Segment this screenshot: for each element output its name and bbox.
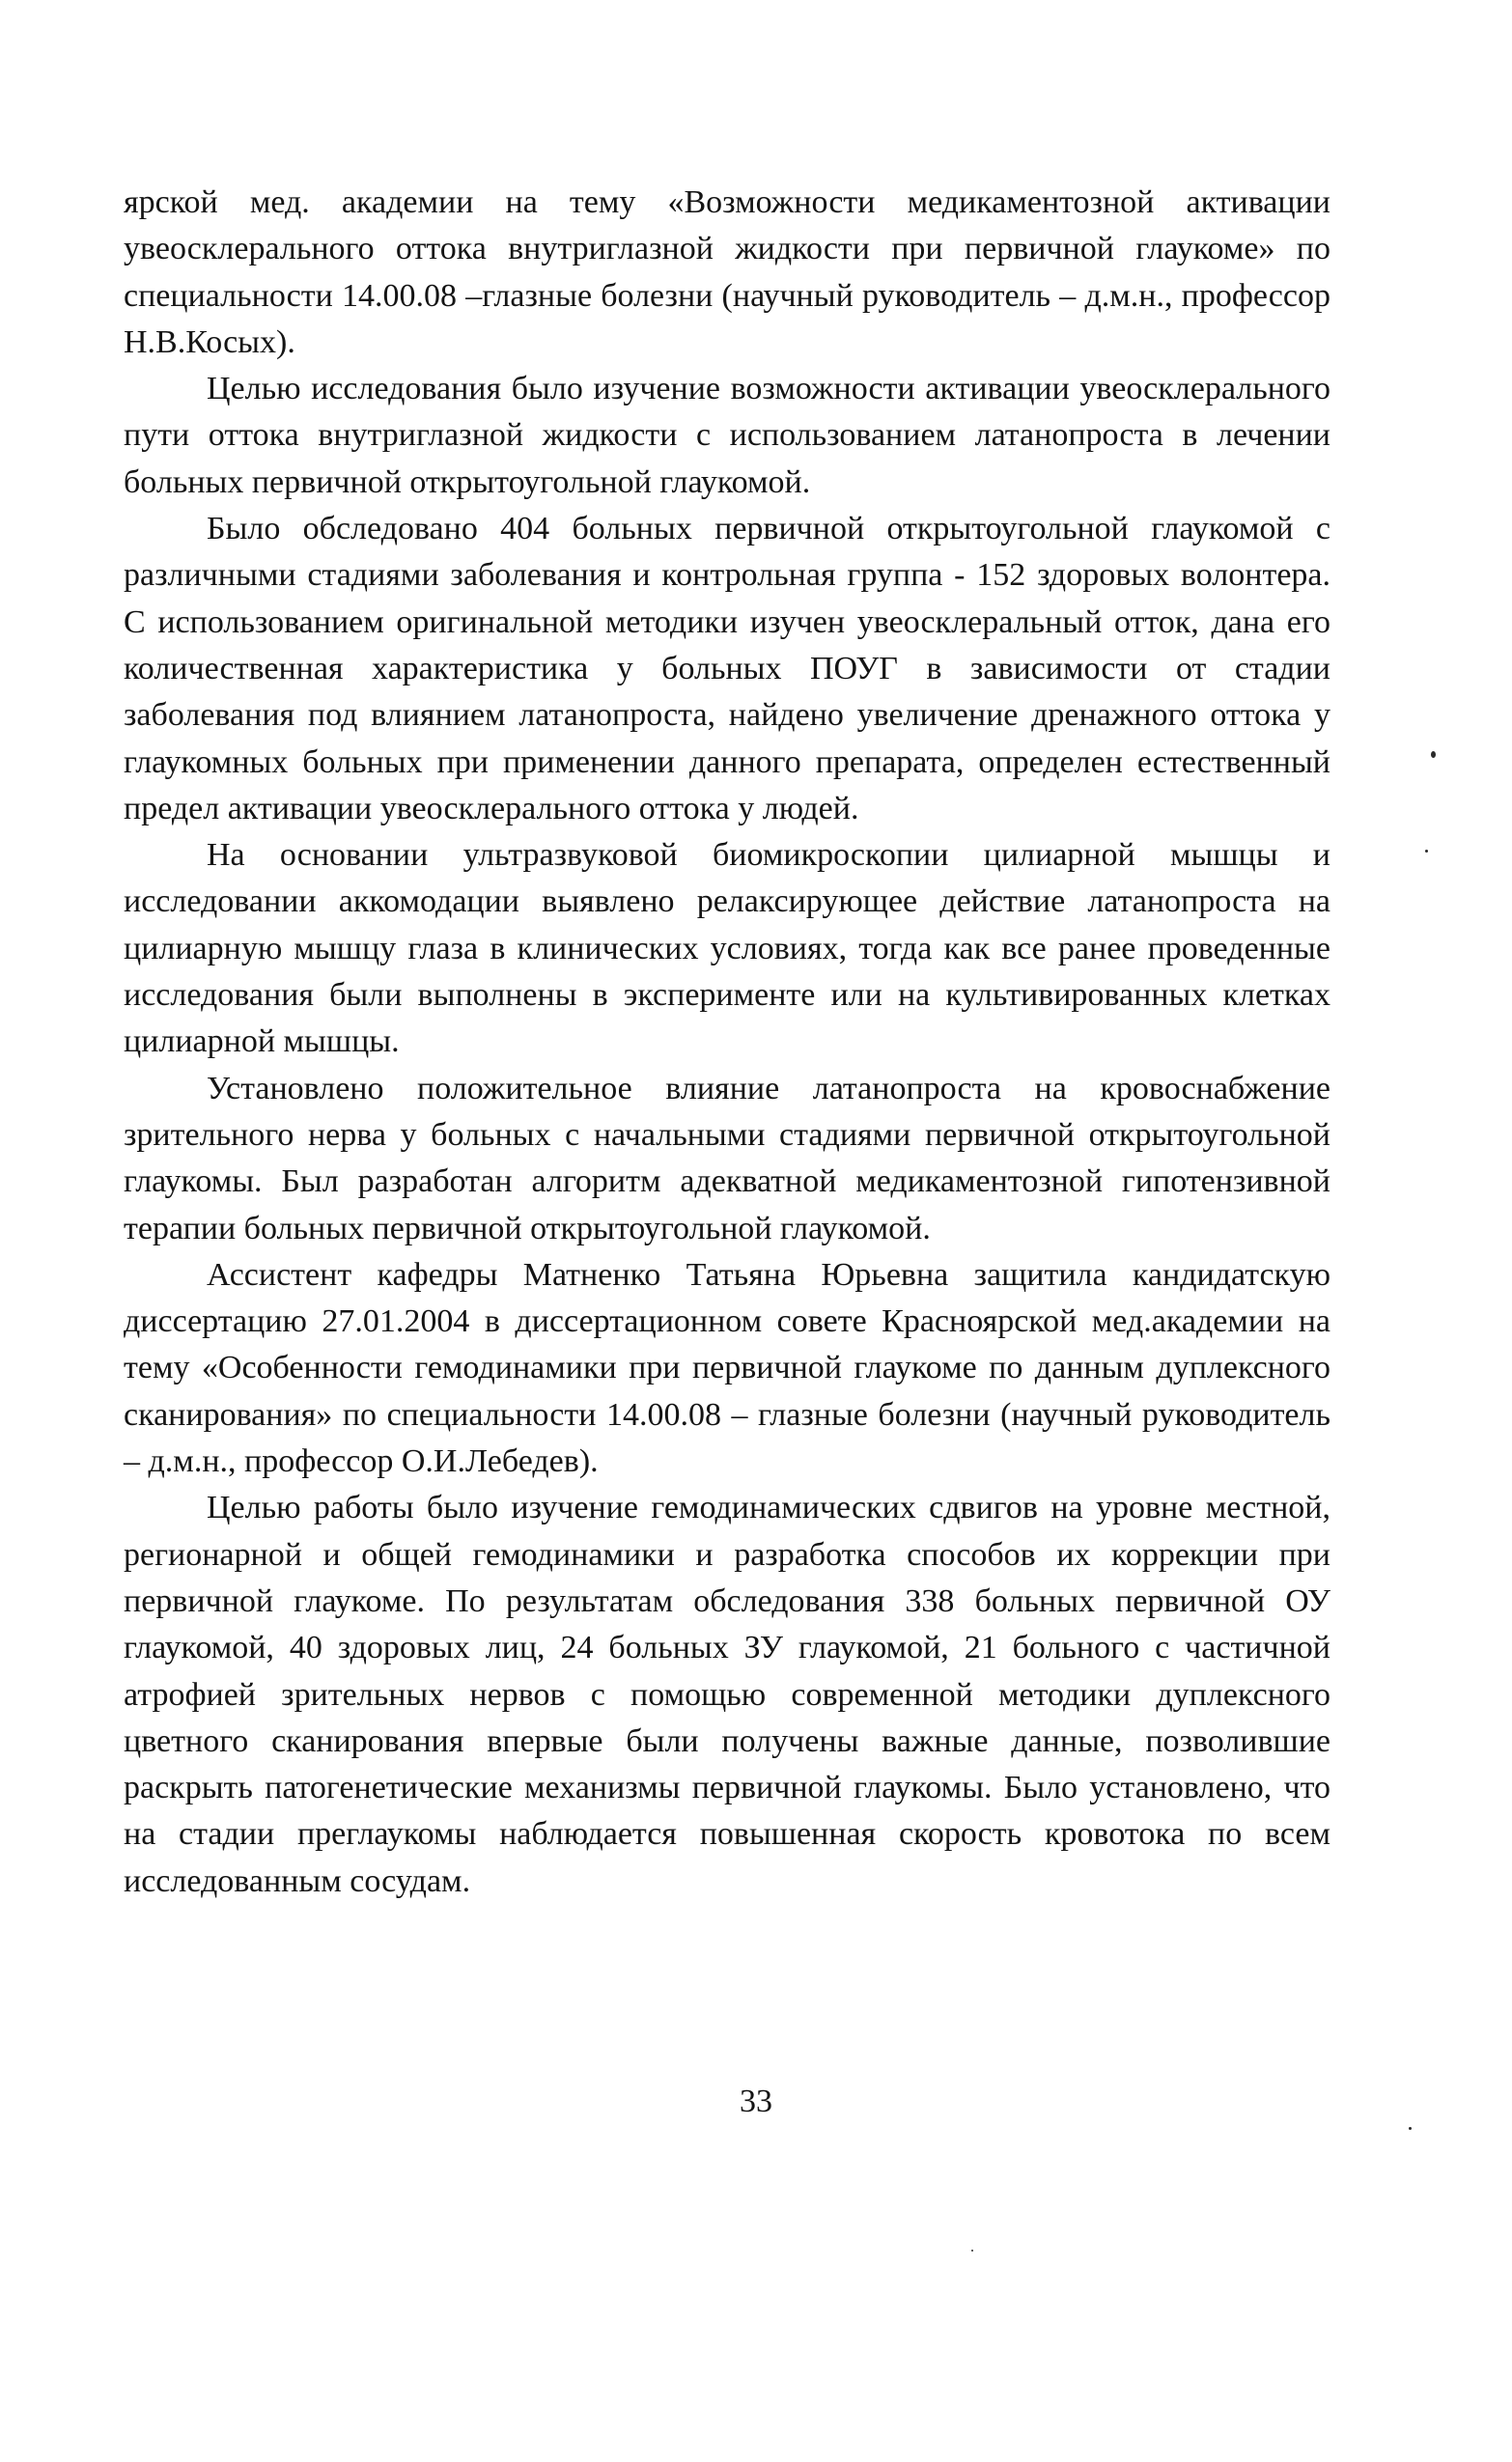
paragraph-2: Целью исследования было изучение возможности активации увеосклерального пути оттока внутриглазной жидкости с использованием латанопроста в лечении больных первичной открытоугольной глаукомой.: [124, 371, 1330, 500]
paragraph-5: Установлено положительное влияние латанопроста на кровоснабжение зрительного нерва у больных с начальными стадиями первичной открытоугольной глаукомы. Был разработан алгоритм адекватной медикаментозной гипотензивной терапии больных первичной открытоугольной глаукомой.: [124, 1070, 1330, 1246]
scan-speck: [1431, 751, 1436, 758]
paragraph-4: На основании ультразвуковой биомикроскопии цилиарной мышцы и исследовании аккомодации выявлено релаксирующее действие латанопроста на цилиарную мышцу глаза в клинических условиях, тогда как все ранее проведенные исследования были выполнены в эксперименте или на культивированных клетках цилиарной мышцы.: [124, 837, 1330, 1060]
paragraph-1: ярской мед. академии на тему «Возможности медикаментозной активации увеосклерального оттока внутриглазной жидкости при первичной глаукоме» по специальности 14.00.08 –глазные болезни (научный руководитель – д.м.н., профессор Н.В.Косых).: [124, 184, 1330, 360]
body-text: [124, 180, 1330, 1905]
paragraph-3: Было обследовано 404 больных первичной открытоугольной глаукомой с различными стадиями заболевания и контрольная группа - 152 здоровых волонтера. С использованием оригинальной методики изучен увеосклеральный отток, дана его количественная характеристика у больных ПОУГ в зависимости от стадии заболевания под влиянием латанопроста, найдено увеличение дренажного оттока у глаукомных больных при применении данного препарата, определен естественный предел активации увеосклерального оттока у людей.: [124, 511, 1330, 826]
scan-speck: [1425, 850, 1428, 853]
scan-speck: [1409, 2127, 1412, 2130]
paragraph-7: Целью работы было изучение гемодинамических сдвигов на уровне местной, регионарной и общей гемодинамики и разработка способов их коррекции при первичной глаукоме. По результатам обследования 338 больных первичной ОУ глаукомой, 40 здоровых лиц, 24 больных ЗУ глаукомой, 21 больного с частичной атрофией зрительных нервов с помощью современной методики дуплексного цветного сканирования впервые были получены важные данные, позволившие раскрыть патогенетические механизмы первичной глаукомы. Было установлено, что на стадии преглаукомы наблюдается повышенная скорость кровотока по всем исследованным сосудам.: [124, 1490, 1330, 1899]
page-number: 33: [740, 2084, 772, 2119]
scan-speck: [971, 2250, 973, 2252]
paragraph-6: Ассистент кафедры Матненко Татьяна Юрьевна защитила кандидатскую диссертацию 27.01.2004 в диссертационном совете Красноярской мед.академии на тему «Особенности гемодинамики при первичной глаукоме по данным дуплексного сканирования» по специальности 14.00.08 – глазные болезни (научный руководитель – д.м.н., профессор О.И.Лебедев).: [124, 1256, 1330, 1480]
